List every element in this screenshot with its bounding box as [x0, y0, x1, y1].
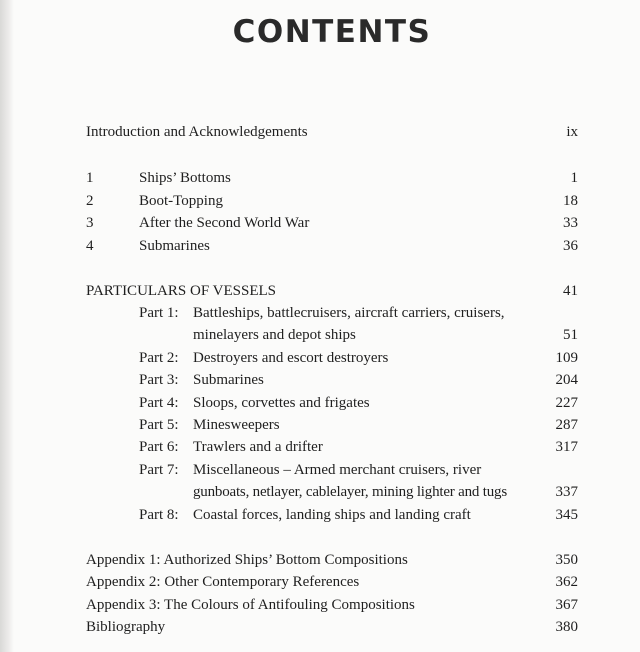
chapter-title: Boot-Topping — [139, 193, 223, 209]
back-matter-page: 367 — [555, 597, 578, 613]
part-label: Part 1: — [139, 305, 179, 321]
part-page: 345 — [555, 507, 578, 523]
toc-part-7[interactable] — [0, 459, 640, 481]
toc-entry-title: Introduction and Acknowledgements — [86, 124, 308, 140]
part-page: 227 — [555, 395, 578, 411]
part-page: 317 — [555, 439, 578, 455]
chapter-page: 33 — [563, 215, 578, 231]
part-label: Part 4: — [139, 395, 179, 411]
part-title-line-2: minelayers and depot ships — [193, 327, 356, 343]
toc-chapter-1[interactable] — [0, 167, 640, 189]
part-label: Part 2: — [139, 350, 179, 366]
toc-appendix-2[interactable] — [0, 571, 640, 593]
part-label: Part 3: — [139, 372, 179, 388]
part-title: Sloops, corvettes and frigates — [193, 395, 370, 411]
toc-chapter-2[interactable] — [0, 190, 640, 212]
part-title-line-1: Miscellaneous – Armed merchant cruisers, river — [193, 462, 482, 478]
toc-entry-page: ix — [566, 124, 578, 140]
chapter-page: 1 — [570, 170, 578, 186]
toc-part-3[interactable] — [0, 369, 640, 391]
toc-appendix-1[interactable] — [0, 549, 640, 571]
toc-chapter-4[interactable] — [0, 235, 640, 257]
toc-part-8[interactable] — [0, 504, 640, 526]
page-title: CONTENTS — [232, 14, 432, 50]
part-page: 337 — [555, 484, 578, 500]
part-title-line-1: Battleships, battlecruisers, aircraft carriers, cruisers, — [193, 305, 505, 321]
part-title: Submarines — [193, 372, 264, 388]
chapter-title: After the Second World War — [139, 215, 310, 231]
toc-appendix-3[interactable] — [0, 594, 640, 616]
chapter-title: Ships’ Bottoms — [139, 170, 231, 186]
part-title: Coastal forces, landing ships and landing craft — [193, 507, 471, 523]
toc-part-1[interactable] — [0, 302, 640, 324]
part-title-line-2: gunboats, netlayer, cablelayer, mining lighter and tugs — [193, 484, 507, 500]
part-label: Part 7: — [139, 462, 179, 478]
part-page: 51 — [563, 327, 578, 343]
back-matter-page: 362 — [555, 574, 578, 590]
toc-part-1-continued[interactable] — [0, 324, 640, 346]
back-matter-page: 350 — [555, 552, 578, 568]
back-matter-title: Appendix 3: The Colours of Antifouling Compositions — [86, 597, 415, 613]
part-page: 109 — [555, 350, 578, 366]
part-title: Trawlers and a drifter — [193, 439, 323, 455]
chapter-number: 1 — [86, 170, 94, 186]
toc-bibliography[interactable] — [0, 616, 640, 638]
chapter-number: 4 — [86, 238, 94, 254]
chapter-page: 18 — [563, 193, 578, 209]
back-matter-title: Appendix 1: Authorized Ships’ Bottom Compositions — [86, 552, 408, 568]
part-page: 204 — [555, 372, 578, 388]
part-label: Part 6: — [139, 439, 179, 455]
part-page: 287 — [555, 417, 578, 433]
toc-part-5[interactable] — [0, 414, 640, 436]
chapter-page: 36 — [563, 238, 578, 254]
toc-part-7-continued[interactable] — [0, 481, 640, 503]
toc-section-particulars[interactable] — [0, 280, 640, 302]
back-matter-title: Bibliography — [86, 619, 166, 635]
chapter-number: 2 — [86, 193, 94, 209]
part-title: Minesweepers — [193, 417, 280, 433]
chapter-number: 3 — [86, 215, 94, 231]
back-matter-page: 380 — [555, 619, 578, 635]
section-page: 41 — [563, 283, 578, 299]
chapter-title: Submarines — [139, 238, 210, 254]
toc-entry-introduction[interactable] — [0, 121, 640, 143]
back-matter-title: Appendix 2: Other Contemporary References — [86, 574, 360, 590]
toc-part-4[interactable] — [0, 392, 640, 414]
toc-chapter-3[interactable] — [0, 212, 640, 234]
toc-part-6[interactable] — [0, 436, 640, 458]
section-heading: PARTICULARS OF VESSELS — [86, 283, 276, 299]
toc-part-2[interactable] — [0, 347, 640, 369]
part-label: Part 5: — [139, 417, 179, 433]
part-label: Part 8: — [139, 507, 179, 523]
part-title: Destroyers and escort destroyers — [193, 350, 389, 366]
